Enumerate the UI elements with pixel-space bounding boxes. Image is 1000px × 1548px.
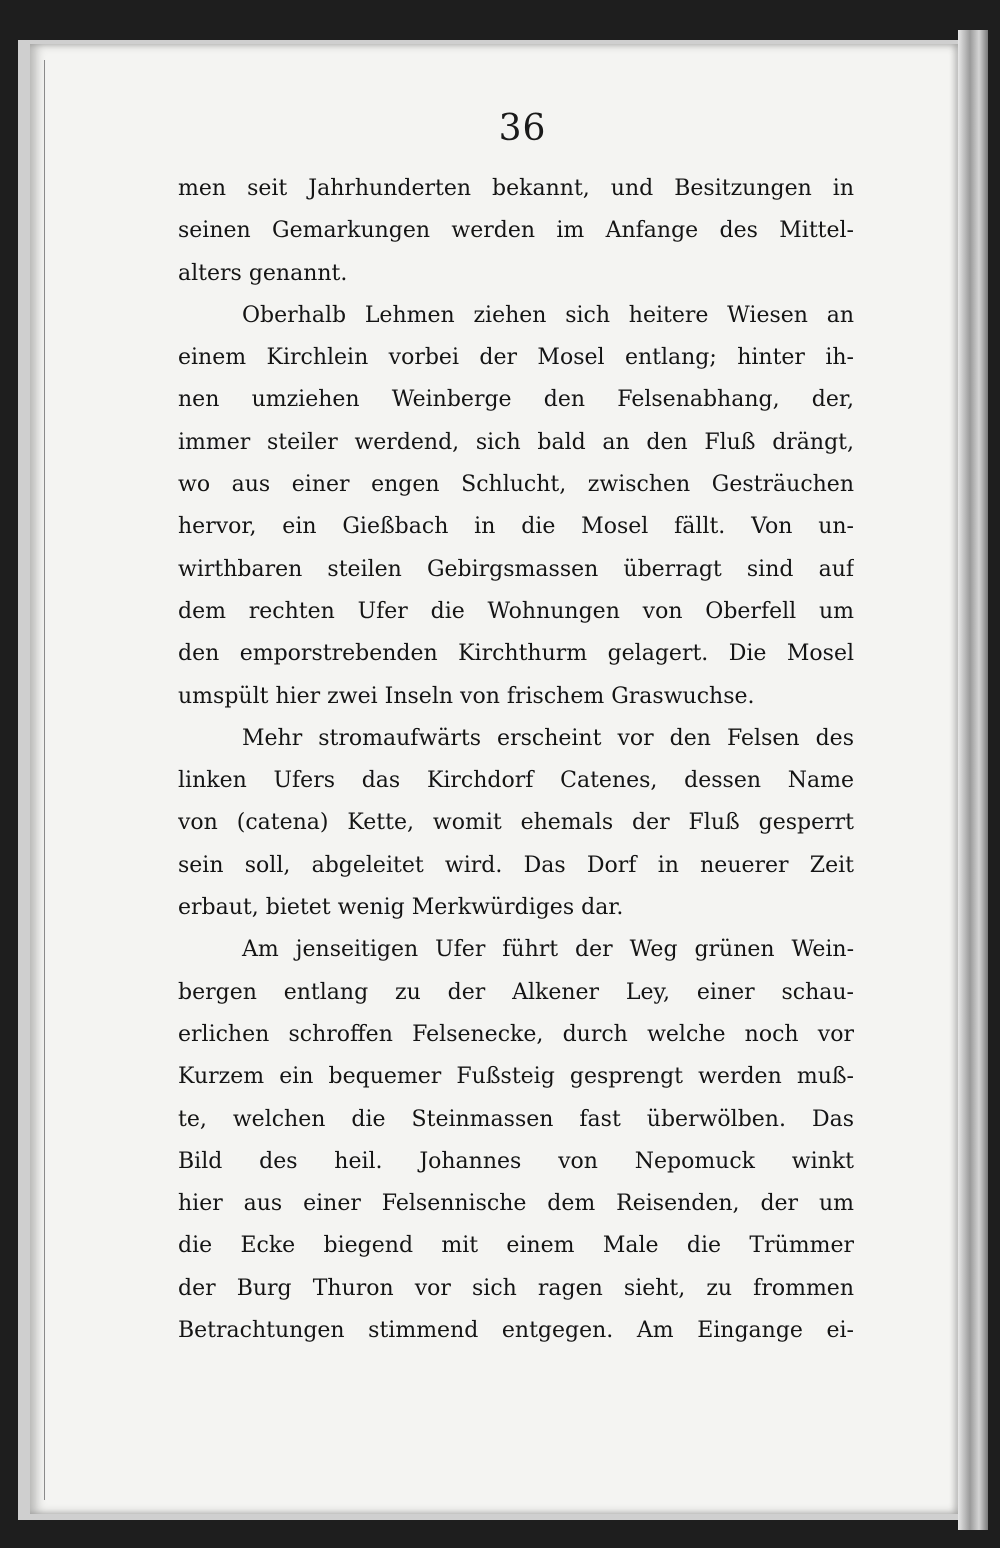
page-number: 36 — [498, 108, 547, 149]
text-line: Betrachtungen stimmend entgegen. Am Eingange ei- — [178, 1318, 854, 1344]
text-line: alters genannt. — [178, 260, 348, 286]
text-line: erlichen schroffen Felsenecke, durch welche noch vor — [178, 1021, 854, 1047]
text-line: seinen Gemarkungen werden im Anfange des Mittel- — [178, 218, 854, 244]
text-line: die Ecke biegend mit einem Male die Trümmer — [178, 1233, 854, 1259]
text-line: Kurzem ein bequemer Fußsteig gesprengt werden muß- — [178, 1064, 854, 1090]
text-line: Am jenseitigen Ufer führt der Weg grünen Wein- — [242, 937, 854, 963]
body-text — [178, 168, 854, 1352]
text-line: nen umziehen Weinberge den Felsenabhang, der, — [178, 387, 854, 413]
text-line: der Burg Thuron vor sich ragen sieht, zu frommen — [178, 1275, 854, 1301]
text-line: Bild des heil. Johannes von Nepomuck winkt — [178, 1148, 854, 1174]
text-line: wo aus einer engen Schlucht, zwischen Gesträuchen — [178, 472, 854, 498]
text-line: den emporstrebenden Kirchthurm gelagert. Die Mosel — [178, 641, 854, 667]
text-line: men seit Jahrhunderten bekannt, und Besitzungen in — [178, 176, 854, 201]
text-line: hervor, ein Gießbach in die Mosel fällt. Von un- — [178, 514, 854, 540]
text-line: erbaut, bietet wenig Merkwürdiges dar. — [178, 895, 624, 921]
gutter-rule — [44, 60, 45, 1500]
text-line: wirthbaren steilen Gebirgsmassen überragt sind auf — [178, 556, 854, 582]
text-line: hier aus einer Felsennische dem Reisenden, der um — [178, 1191, 854, 1217]
text-line: bergen entlang zu der Alkener Ley, einer schau- — [178, 979, 854, 1005]
text-line: dem rechten Ufer die Wohnungen von Oberfell um — [178, 598, 854, 624]
page-stack-edge — [958, 30, 988, 1530]
text-line: einem Kirchlein vorbei der Mosel entlang; hinter ih- — [178, 345, 854, 371]
text-line: sein soll, abgeleitet wird. Das Dorf in neuerer Zeit — [178, 852, 854, 878]
text-line: Oberhalb Lehmen ziehen sich heitere Wiesen an — [242, 302, 854, 328]
text-line: linken Ufers das Kirchdorf Catenes, dessen Name — [178, 768, 854, 794]
text-line: Mehr stromaufwärts erscheint vor den Felsen des — [242, 725, 854, 751]
text-line: te, welchen die Steinmassen fast überwölben. Das — [178, 1106, 854, 1132]
text-line: von (catena) Kette, womit ehemals der Fluß gesperrt — [178, 810, 854, 836]
text-line: umspült hier zwei Inseln von frischem Graswuchse. — [178, 683, 755, 709]
text-line: immer steiler werdend, sich bald an den Fluß drängt, — [178, 429, 854, 455]
